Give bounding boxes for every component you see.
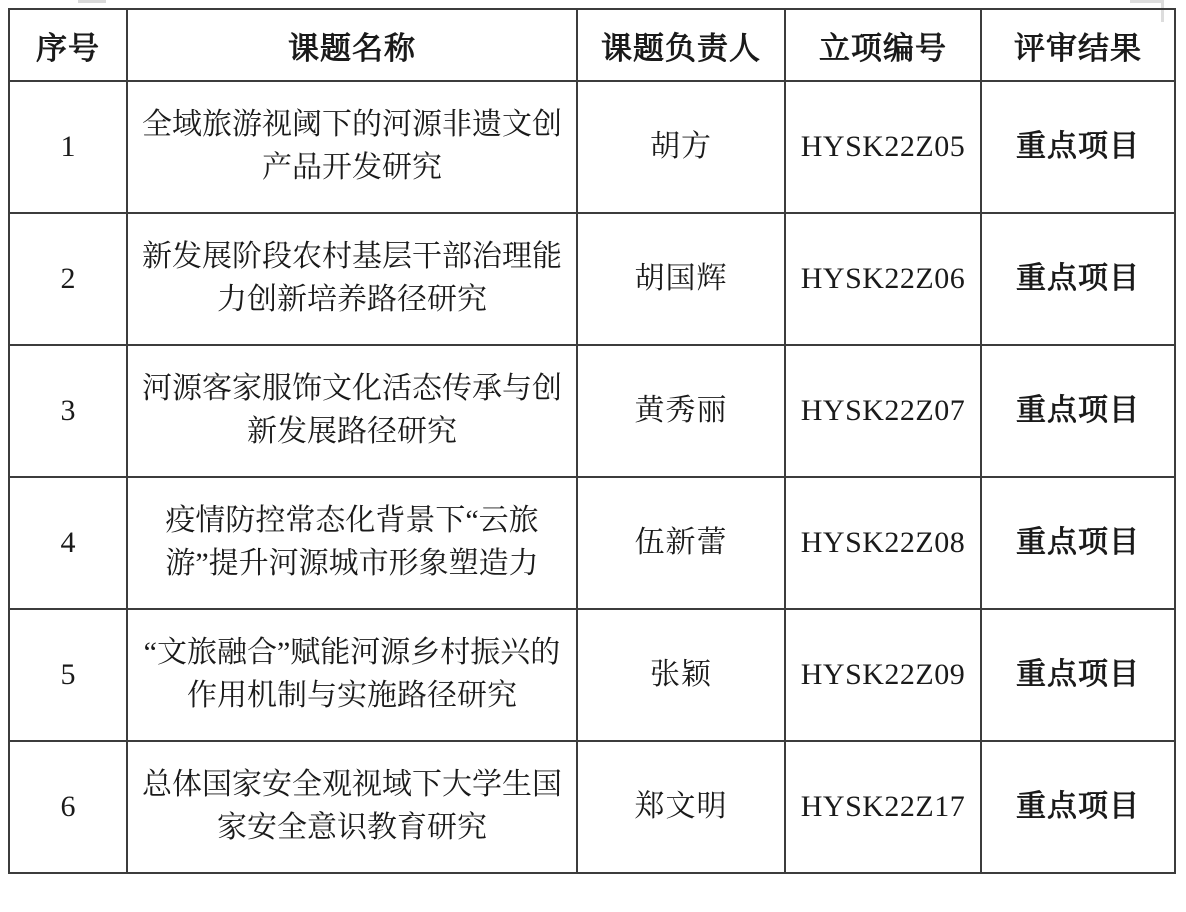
cell-code: HYSK22Z09: [785, 609, 981, 741]
table-row: [9, 741, 1175, 873]
column-header-result: 评审结果: [981, 9, 1175, 81]
table-row: [9, 81, 1175, 213]
cell-code: HYSK22Z07: [785, 345, 981, 477]
cell-leader: 张颖: [577, 609, 785, 741]
cell-index: 3: [9, 345, 127, 477]
cell-index: 4: [9, 477, 127, 609]
table-row: [9, 609, 1175, 741]
column-header-leader: 课题负责人: [577, 9, 785, 81]
cell-result: 重点项目: [981, 477, 1175, 609]
cell-title: 总体国家安全观视域下大学生国家安全意识教育研究: [127, 741, 577, 873]
project-approval-table: [8, 8, 1176, 874]
page-edge-mark-right-top: [1130, 0, 1164, 3]
cell-title: “文旅融合”赋能河源乡村振兴的作用机制与实施路径研究: [127, 609, 577, 741]
cell-code: HYSK22Z05: [785, 81, 981, 213]
cell-index: 5: [9, 609, 127, 741]
table-row: [9, 345, 1175, 477]
table-row: [9, 477, 1175, 609]
table-body: [9, 81, 1175, 873]
cell-title: 河源客家服饰文化活态传承与创新发展路径研究: [127, 345, 577, 477]
cell-code: HYSK22Z06: [785, 213, 981, 345]
page-edge-mark-left: [78, 0, 106, 3]
cell-code: HYSK22Z17: [785, 741, 981, 873]
cell-leader: 胡国辉: [577, 213, 785, 345]
cell-leader: 黄秀丽: [577, 345, 785, 477]
cell-leader: 伍新蕾: [577, 477, 785, 609]
cell-code: HYSK22Z08: [785, 477, 981, 609]
column-header-index: 序号: [9, 9, 127, 81]
column-header-title: 课题名称: [127, 9, 577, 81]
table-header-row: [9, 9, 1175, 81]
cell-index: 2: [9, 213, 127, 345]
cell-result: 重点项目: [981, 609, 1175, 741]
table-row: [9, 213, 1175, 345]
column-header-code: 立项编号: [785, 9, 981, 81]
cell-title: 全域旅游视阈下的河源非遗文创产品开发研究: [127, 81, 577, 213]
cell-leader: 郑文明: [577, 741, 785, 873]
cell-index: 1: [9, 81, 127, 213]
cell-index: 6: [9, 741, 127, 873]
cell-result: 重点项目: [981, 741, 1175, 873]
cell-leader: 胡方: [577, 81, 785, 213]
cell-title: 疫情防控常态化背景下“云旅游”提升河源城市形象塑造力: [127, 477, 577, 609]
cell-result: 重点项目: [981, 213, 1175, 345]
table-header: [9, 9, 1175, 81]
cell-result: 重点项目: [981, 345, 1175, 477]
cell-title: 新发展阶段农村基层干部治理能力创新培养路径研究: [127, 213, 577, 345]
cell-result: 重点项目: [981, 81, 1175, 213]
